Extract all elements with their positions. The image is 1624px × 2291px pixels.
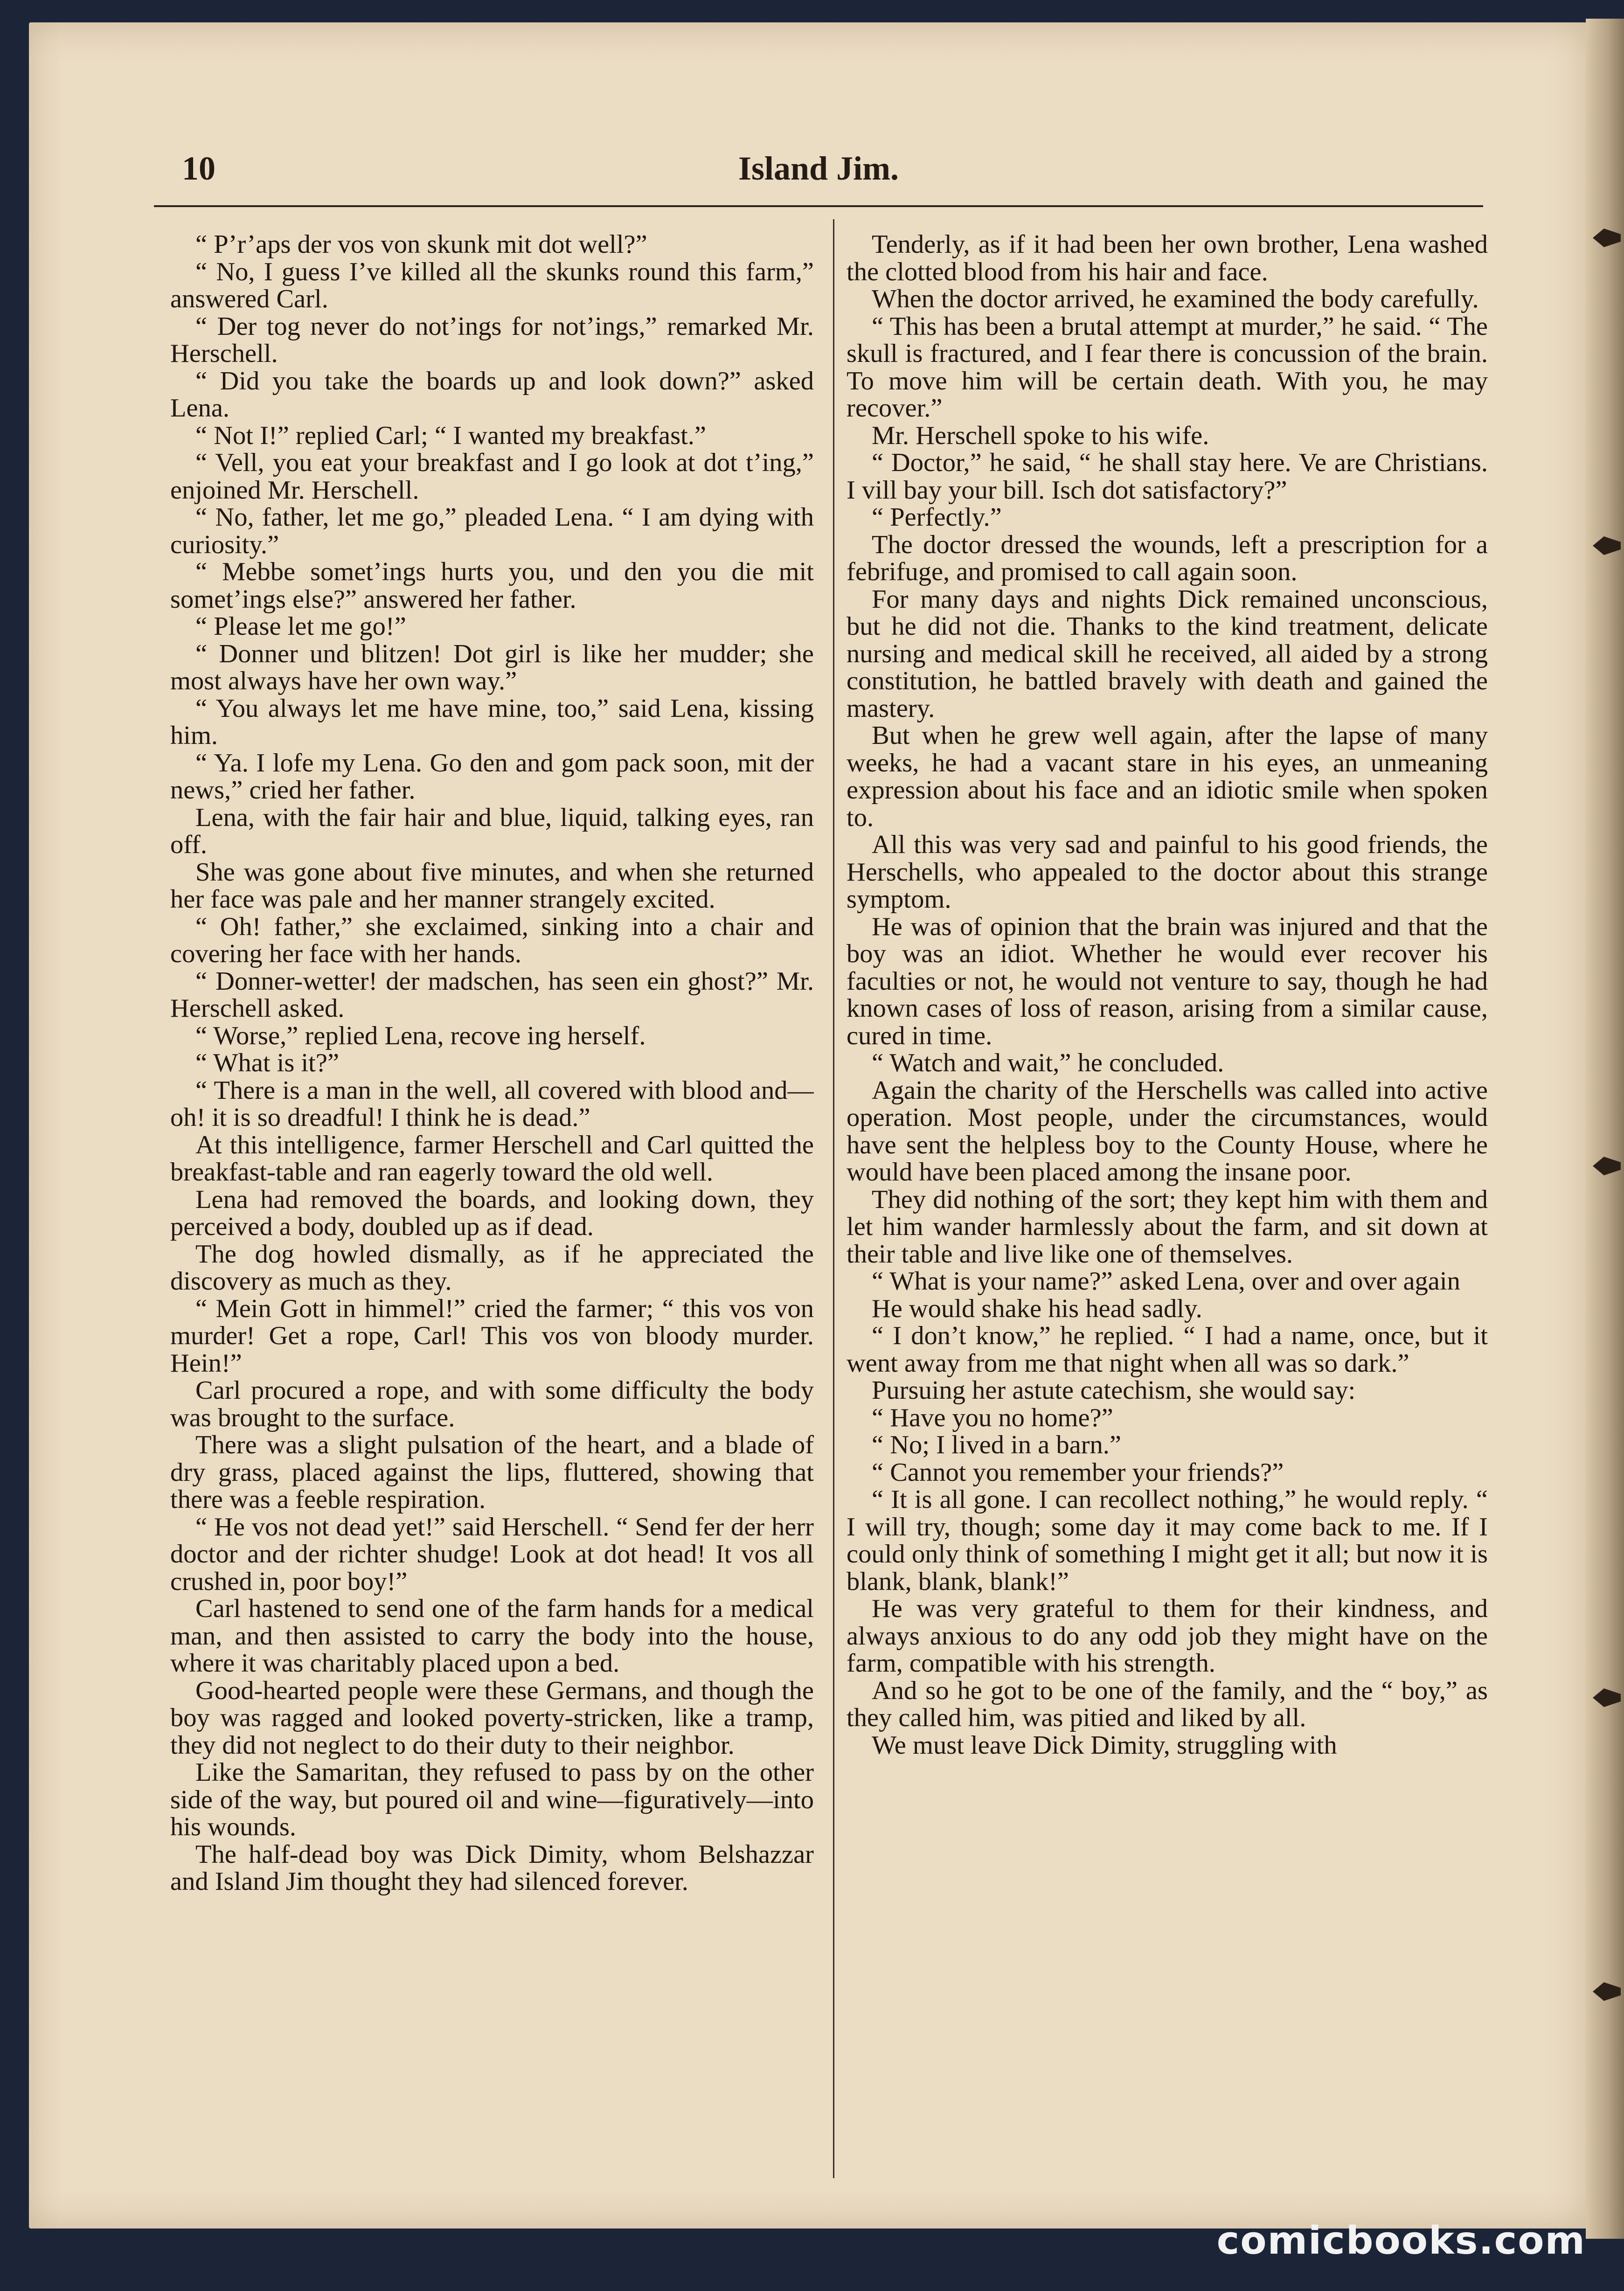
paragraph: All this was very sad and painful to his good friends, the Herschells, who appealed to the doctor about this strange symptom. (847, 830, 1488, 914)
left-column (170, 231, 814, 2166)
paragraph: And so he got to be one of the family, and the “ boy,” as they called him, was pitied and liked by all. (847, 1676, 1488, 1732)
paragraph: “ Have you no home?” (872, 1403, 1113, 1432)
running-title: Island Jim. (738, 150, 899, 187)
paragraph: He would shake his head sadly. (872, 1294, 1202, 1323)
paragraph: “ Worse,” replied Lena, recove ing herself. (195, 1021, 646, 1050)
paragraph: We must leave Dick Dimity, struggling with (872, 1730, 1337, 1760)
paragraph: “ No; I lived in a barn.” (872, 1430, 1121, 1459)
paragraph: Mr. Herschell spoke to his wife. (872, 421, 1209, 450)
paragraph: “ Watch and wait,” he concluded. (872, 1048, 1224, 1077)
paragraph: The dog howled dismally, as if he appreciated the discovery as much as they. (170, 1239, 814, 1296)
right-column (847, 231, 1488, 2166)
paragraph: But when he grew well again, after the lapse of many weeks, he had a vacant stare in his eyes, an unmeaning expression about his face and an idiotic smile when spoken to. (847, 721, 1488, 832)
paragraph: Again the charity of the Herschells was called into active operation. Most people, under the circumstances, would have sent the helpless boy to the County House, where he would have been placed among the insane poor. (847, 1076, 1488, 1187)
paragraph: They did nothing of the sort; they kept him with them and let him wander harmlessly about the farm, and sit down at their table and live like one of themselves. (847, 1185, 1488, 1269)
page-number: 10 (182, 150, 215, 187)
paragraph: Lena, with the fair hair and blue, liquid, talking eyes, ran off. (170, 803, 814, 859)
paragraph: Carl procured a rope, and with some difficulty the body was brought to the surface. (170, 1376, 814, 1432)
paragraph: “ Mebbe somet’ings hurts you, und den you die mit somet’ings else?” answered her father. (170, 557, 814, 614)
paragraph: “ Not I!” replied Carl; “ I wanted my breakfast.” (195, 421, 706, 450)
paragraph: “ Donner und blitzen! Dot girl is like her mudder; she most always have her own way.” (170, 639, 814, 695)
paragraph: “ Cannot you remember your friends?” (872, 1458, 1284, 1487)
paragraph: For many days and nights Dick remained unconscious, but he did not die. Thanks to the kind treatment, delicate nursing and medical skill he received, all aided by a strong constitution, he battled bravely with death and gained the mastery. (847, 584, 1488, 723)
paragraph: “ Der tog never do not’ings for not’ings,” remarked Mr. Herschell. (170, 312, 814, 368)
paragraph: Pursuing her astute catechism, she would say: (872, 1376, 1356, 1405)
paragraph: “ He vos not dead yet!” said Herschell. “ Send fer der herr doctor and der richter shudge! Look at dot head! It vos all crushed in, poor boy!” (170, 1512, 814, 1596)
paragraph: Lena had removed the boards, and looking down, they perceived a body, doubled up as if dead. (170, 1185, 814, 1241)
paragraph: Good-hearted people were these Germans, and though the boy was ragged and looked poverty-stricken, like a tramp, they did not neglect to do their duty to their neighbor. (170, 1676, 814, 1760)
paragraph: She was gone about five minutes, and when she returned her face was pale and her manner strangely excited. (170, 857, 814, 914)
paragraph: “ I don’t know,” he replied. “ I had a name, once, but it went away from me that night when all was so dark.” (847, 1321, 1488, 1378)
paragraph: Carl hastened to send one of the farm hands for a medical man, and then assisted to carry the body into the house, where it was charitably placed upon a bed. (170, 1594, 814, 1678)
paragraph: “ There is a man in the well, all covered with blood and—oh! it is so dreadful! I think he is dead.” (170, 1076, 814, 1132)
paragraph: “ It is all gone. I can recollect nothing,” he would reply. “ I will try, though; some day it may come back to me. If I could only think of something I might get it all; but now it is blank, blank, blank!” (847, 1485, 1488, 1596)
paragraph: “ Please let me go!” (195, 612, 406, 641)
column-divider (833, 219, 834, 2178)
paragraph: “ Ya. I lofe my Lena. Go den and gom pack soon, mit der news,” cried her father. (170, 748, 814, 805)
paragraph: “ Oh! father,” she exclaimed, sinking into a chair and covering her face with her hands. (170, 912, 814, 968)
paragraph: Tenderly, as if it had been her own brother, Lena washed the clotted blood from his hair and face. (847, 231, 1488, 286)
page-header (154, 140, 1483, 196)
paragraph: “ Donner-wetter! der madschen, has seen ein ghost?” Mr. Herschell asked. (170, 966, 814, 1023)
paragraph: “ What is it?” (195, 1048, 340, 1077)
paragraph: “ Perfectly.” (872, 503, 1002, 532)
paragraph: At this intelligence, farmer Herschell and Carl quitted the breakfast-table and ran eagerly toward the old well. (170, 1130, 814, 1187)
paragraph: Like the Samaritan, they refused to pass by on the other side of the way, but poured oil and wine—figuratively—into his wounds. (170, 1758, 814, 1841)
paragraph: He was of opinion that the brain was injured and that the boy was an idiot. Whether he would ever recover his faculties or not, he would not venture to say, though he had known cases of loss of reason, arising from a similar cause, cured in time. (847, 912, 1488, 1050)
paragraph: “ What is your name?” asked Lena, over and over again (872, 1267, 1460, 1296)
paragraph: “ Mein Gott in himmel!” cried the farmer; “ this vos von murder! Get a rope, Carl! This vos von bloody murder. Hein!” (170, 1294, 814, 1378)
paragraph: There was a slight pulsation of the heart, and a blade of dry grass, placed against the lips, fluttered, showing that there was a feeble respiration. (170, 1430, 814, 1514)
paragraph: “ Doctor,” he said, “ he shall stay here. Ve are Christians. I vill bay your bill. Isch dot satisfactory?” (847, 448, 1488, 505)
paragraph: The doctor dressed the wounds, left a prescription for a febrifuge, and promised to call again soon. (847, 530, 1488, 586)
watermark: comicbooks.com (1216, 2219, 1586, 2263)
paragraph: “ You always let me have mine, too,” said Lena, kissing him. (170, 694, 814, 750)
paragraph: “ No, father, let me go,” pleaded Lena. “ I am dying with curiosity.” (170, 503, 814, 559)
paragraph: “ P’r’aps der vos von skunk mit dot well?” (195, 231, 647, 259)
paragraph: “ This has been a brutal attempt at murder,” he said. “ The skull is fractured, and I fear there is concussion of the brain. To move him will be certain death. With you, he may recover.” (847, 312, 1488, 423)
paragraph: “ Vell, you eat your breakfast and I go look at dot t’ing,” enjoined Mr. Herschell. (170, 448, 814, 505)
paragraph: “ Did you take the boards up and look down?” asked Lena. (170, 366, 814, 423)
page-edge (1586, 19, 1624, 2239)
header-rule (154, 205, 1483, 207)
paragraph: He was very grateful to them for their kindness, and always anxious to do any odd job they might have on the farm, compatible with his strength. (847, 1594, 1488, 1678)
paragraph: “ No, I guess I’ve killed all the skunks round this farm,” answered Carl. (170, 257, 814, 313)
paragraph: When the doctor arrived, he examined the body carefully. (872, 285, 1479, 313)
paragraph: The half-dead boy was Dick Dimity, whom Belshazzar and Island Jim thought they had silenced forever. (170, 1840, 814, 1896)
